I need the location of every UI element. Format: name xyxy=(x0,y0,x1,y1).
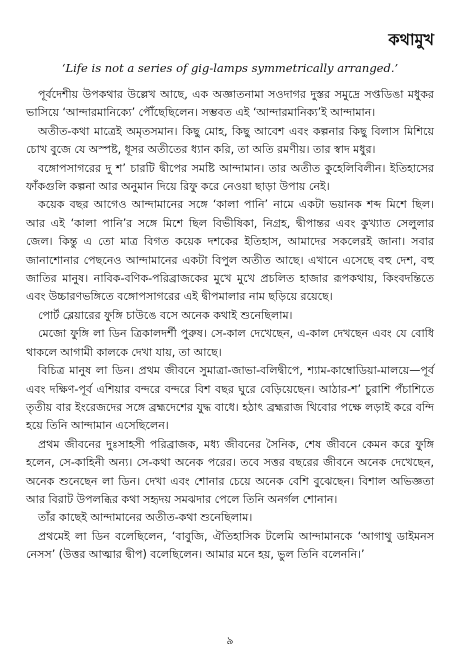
paragraph: বিচিত্র মানুষ লা ডিন। প্রথম জীবনে সুমাত্রা-জাভা-বলিদ্বীপে, শ্যাম-কাম্বোডিয়া-মালয়ে—পূর্ব এবং দক্ষিণ-পূর্ব এশিয়ার বন্দরে বন্দরে বিশ বছর ঘুরে বেড়িয়েছেন। আঠার-শ’ চুরাশি পঁচাশিতে তৃতীয় বার ইংরেজদের সঙ্গে ব্রহ্মদেশের যুদ্ধ বাধে। হঠাৎ ব্রহ্মরাজ থিবোর পক্ষে লড়াই করে বন্দি হয়ে তিনি আন্দামান এসেছিলেন। xyxy=(26,364,434,433)
body-text xyxy=(26,86,434,565)
paragraph: মেজো ফুঙ্গি লা ডিন ত্রিকালদর্শী পুরুষ। সে-কাল দেখেছেন, এ-কাল দেখছেন এবং যে বোধি থাকলে আগামী কালকে দেখা যায়, তা আছে। xyxy=(26,327,434,359)
paragraph: তাঁর কাছেই আন্দামানের অতীত-কথা শুনেছিলাম। xyxy=(38,511,253,525)
epigraph: ‘Life is not a series of gig-lamps symmetrically arranged.’ xyxy=(61,61,399,75)
paragraph: প্রথমেই লা ডিন বলেছিলেন, ‘বাবুজি, ঐতিহাসিক টলেমি আন্দামানকে ‘আগাথু ডাইমনস নেসস’ (উত্তর আত্মার দ্বীপ) বলেছিলেন। আমার মনে হয়, ভুল তিনি বলেননি।’ xyxy=(26,529,434,562)
paragraph: পূর্বদেশীয় উপকথার উল্লেখ আছে, এক অজ্ঞাতনামা সওদাগর দুস্তর সমুদ্রে সপ্তডিঙা মধুকর ভাসিয়ে ‘আন্দারমানিক্যে’ পৌঁছেছিলেন। সম্ভবত এই ‘আন্দারমানিক্য’ই আন্দামান। xyxy=(26,88,434,120)
page-number: ৯ xyxy=(226,634,234,647)
paragraph: কয়েক বছর আগেও আন্দামানের সঙ্গে ‘কালা পানি’ নামে একটা ভয়ানক শব্দ মিশে ছিল। আর এই ‘কালা পানি’র সঙ্গে মিশে ছিল বিভীষিকা, নিগ্রহ, দ্বীপান্তর এবং কুখ্যাত সেলুলার জেল। কিন্তু এ তো মাত্র বিগত কয়েক দশকের ইতিহাস, আমাদের সকলেরই জানা। সবার জানাশোনার পেছনেও আন্দামানের একটা বিপুল অতীত আছে। এখানে এসেছে বহু দেশ, বহু জাতির মানুষ। নাবিক-বণিক-পরিব্রাজকের মুখে মুখে প্রচলিত হাজার রূপকথায়, কিংবদন্তিতে এবং উচ্চারণভঙ্গিতে বঙ্গোপসাগরের এই দ্বীপমালার নাম ছড়িয়ে রয়েছে। xyxy=(26,198,434,304)
paragraph: অতীত-কথা মাত্রেই অমৃতসমান। কিছু মোহ, কিছু আবেশ এবং কল্পনার কিছু বিলাস মিশিয়ে চোখ বুজে যে অস্পষ্ট, ধূসর অতীতের ধ্যান করি, তা অতি রমণীয়। তার স্বাদ মধুর। xyxy=(26,124,434,157)
paragraph: পোর্ট ব্লেয়ারের ফুঙ্গি চাউঙে বসে অনেক কথাই শুনেছিলাম। xyxy=(38,308,293,322)
chapter-heading: কথামুখ xyxy=(388,30,434,49)
paragraph: প্রথম জীবনের দুঃসাহসী পরিব্রাজক, মধ্য জীবনের সৈনিক, শেষ জীবনে কেমন করে ফুঙ্গি হলেন, সে-কাহিনী অন্য। সে-কথা অনেক পরের। তবে সত্তর বছরের জীবনে অনেক দেখেছেন, অনেক শুনেছেন লা ডিন। দেখা এবং শোনার চেয়ে অনেক বেশি বুঝেছেন। বিশাল অভিজ্ঞতা আর বিরাট উপলব্ধির কথা সহৃদয় সমঝদার পেলে তিনি অনর্গল শোনান। xyxy=(26,437,434,506)
paragraph: বঙ্গোপসাগরের দু শ’ চারটি দ্বীপের সমষ্টি আন্দামান। তার অতীত কুহেলিবিলীন। ইতিহাসের ফাঁকগুলি কল্পনা আর অনুমান দিয়ে রিফু করে নেওয়া ছাড়া উপায় নেই। xyxy=(26,161,434,194)
